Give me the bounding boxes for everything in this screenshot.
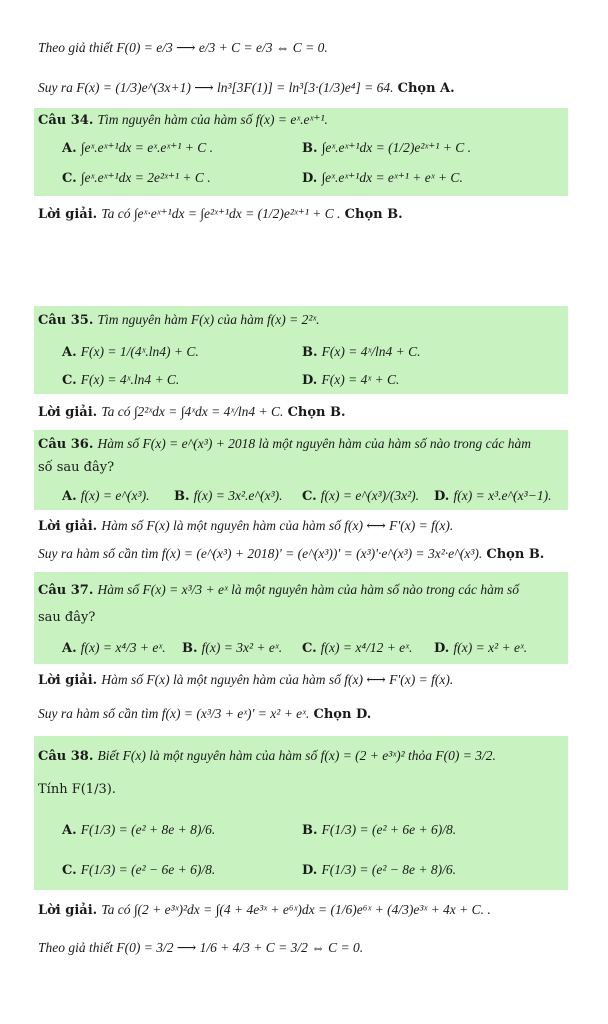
question-38: Câu 38. Biết F(x) là một nguyên hàm của hàm số f(x) = (2 + e³ˣ)² thỏa F(0) = 3/2. Tính F(1/3). A. F(1/3) = (e² + 8e + 8)/6. B. F(1/3) = (e² + 6e + 6)/8. C. F(1/3) = (e² − 6e + 6)/8. D. F(1/3) = (e² − 8e + 8)/6.	[34, 736, 568, 890]
solution-38: Lời giải. Ta có ∫(2 + e³ˣ)²dx = ∫(4 + 4e³ˣ + e⁶ˣ)dx = (1/6)e⁶ˣ + (4/3)e³ˣ + 4x + C. .	[38, 902, 491, 918]
option-a: A. F(x) = 1/(4ˣ.ln4) + C.	[62, 344, 199, 360]
solution-36b: Suy ra hàm số cần tìm f(x) = (e^(x³) + 2018)' = (e^(x³))' = (x³)'·e^(x³) = 3x²·e^(x³). Chọn B.	[38, 546, 545, 562]
question-34: Câu 34. Tìm nguyên hàm của hàm số f(x) = eˣ.eˣ⁺¹. A. ∫eˣ.eˣ⁺¹dx = eˣ.eˣ⁺¹ + C . B. ∫eˣ.eˣ⁺¹dx = (1/2)e²ˣ⁺¹ + C . C. ∫eˣ.eˣ⁺¹dx = 2e²ˣ⁺¹ + C . D. ∫eˣ.eˣ⁺¹dx = eˣ⁺¹ + eˣ + C.	[34, 108, 568, 196]
option-c: C. f(x) = e^(x³)/(3x²).	[302, 488, 420, 504]
option-c: C. F(1/3) = (e² − 6e + 6)/8.	[62, 862, 216, 878]
question-37: Câu 37. Hàm số F(x) = x³/3 + eˣ là một nguyên hàm của hàm số nào trong các hàm số sau đây? A. f(x) = x⁴/3 + eˣ. B. f(x) = 3x² + eˣ. C. f(x) = x⁴/12 + eˣ. D. f(x) = x² + eˣ.	[34, 572, 568, 664]
solution-36a: Lời giải. Hàm số F(x) là một nguyên hàm của hàm số f(x) ⟷ F'(x) = f(x).	[38, 518, 454, 534]
question-label: Câu 38.	[38, 749, 94, 764]
option-b: B. f(x) = 3x² + eˣ.	[182, 640, 283, 656]
solution-37a: Lời giải. Hàm số F(x) là một nguyên hàm của hàm số f(x) ⟷ F'(x) = f(x).	[38, 672, 454, 688]
result-line-1: Suy ra F(x) = (1/3)e^(3x+1) ⟶ ln³[3F(1)] = ln³[3·(1/3)e⁴] = 64. Chọn A.	[38, 80, 455, 96]
option-d: D. f(x) = x³.e^(x³−1).	[434, 488, 552, 504]
question-label: Câu 34.	[38, 113, 94, 128]
option-b: B. f(x) = 3x².e^(x³).	[174, 488, 283, 504]
option-a: A. F(1/3) = (e² + 8e + 8)/6.	[62, 822, 216, 838]
option-a: A. f(x) = e^(x³).	[62, 488, 150, 504]
option-c: C. f(x) = x⁴/12 + eˣ.	[302, 640, 413, 656]
option-b: B. F(1/3) = (e² + 6e + 6)/8.	[302, 822, 457, 838]
option-a: A. f(x) = x⁴/3 + eˣ.	[62, 640, 166, 656]
option-b: B. ∫eˣ.eˣ⁺¹dx = (1/2)e²ˣ⁺¹ + C .	[302, 140, 471, 156]
option-c: C. F(x) = 4ˣ.ln4 + C.	[62, 372, 180, 388]
question-35: Câu 35. Tìm nguyên hàm F(x) của hàm f(x) = 2²ˣ. A. F(x) = 1/(4ˣ.ln4) + C. B. F(x) = 4ˣ/ln4 + C. C. F(x) = 4ˣ.ln4 + C. D. F(x) = 4ˣ + C.	[34, 306, 568, 394]
option-c: C. ∫eˣ.eˣ⁺¹dx = 2e²ˣ⁺¹ + C .	[62, 170, 211, 186]
option-d: D. F(1/3) = (e² − 8e + 8)/6.	[302, 862, 456, 878]
given-line-1: Theo giả thiết F(0) = e/3 ⟶ e/3 + C = e/3 ⇔ C = 0.	[38, 40, 328, 55]
answer-choice: Chọn A.	[397, 81, 455, 96]
option-d: D. F(x) = 4ˣ + C.	[302, 372, 400, 388]
solution-35: Lời giải. Ta có ∫2²ˣdx = ∫4ˣdx = 4ˣ/ln4 + C. Chọn B.	[38, 404, 346, 420]
option-a: A. ∫eˣ.eˣ⁺¹dx = eˣ.eˣ⁺¹ + C .	[62, 140, 213, 156]
solution-37b: Suy ra hàm số cần tìm f(x) = (x³/3 + eˣ)' = x² + eˣ. Chọn D.	[38, 706, 372, 722]
solution-34: Lời giải. Ta có ∫eˣ·eˣ⁺¹dx = ∫e²ˣ⁺¹dx = (1/2)e²ˣ⁺¹ + C . Chọn B.	[38, 206, 403, 222]
option-d: D. f(x) = x² + eˣ.	[434, 640, 528, 656]
question-label: Câu 36.	[38, 437, 94, 452]
option-d: D. ∫eˣ.eˣ⁺¹dx = eˣ⁺¹ + eˣ + C.	[302, 170, 463, 186]
question-label: Câu 37.	[38, 583, 94, 598]
option-b: B. F(x) = 4ˣ/ln4 + C.	[302, 344, 421, 360]
question-36: Câu 36. Hàm số F(x) = e^(x³) + 2018 là một nguyên hàm của hàm số nào trong các hàm số sau đây? A. f(x) = e^(x³). B. f(x) = 3x².e^(x³). C. f(x) = e^(x³)/(3x²). D. f(x) = x³.e^(x³−1).	[34, 430, 568, 510]
question-label: Câu 35.	[38, 313, 94, 328]
given-line-2: Theo giả thiết F(0) = 3/2 ⟶ 1/6 + 4/3 + C = 3/2 ⇔ C = 0.	[38, 940, 364, 955]
